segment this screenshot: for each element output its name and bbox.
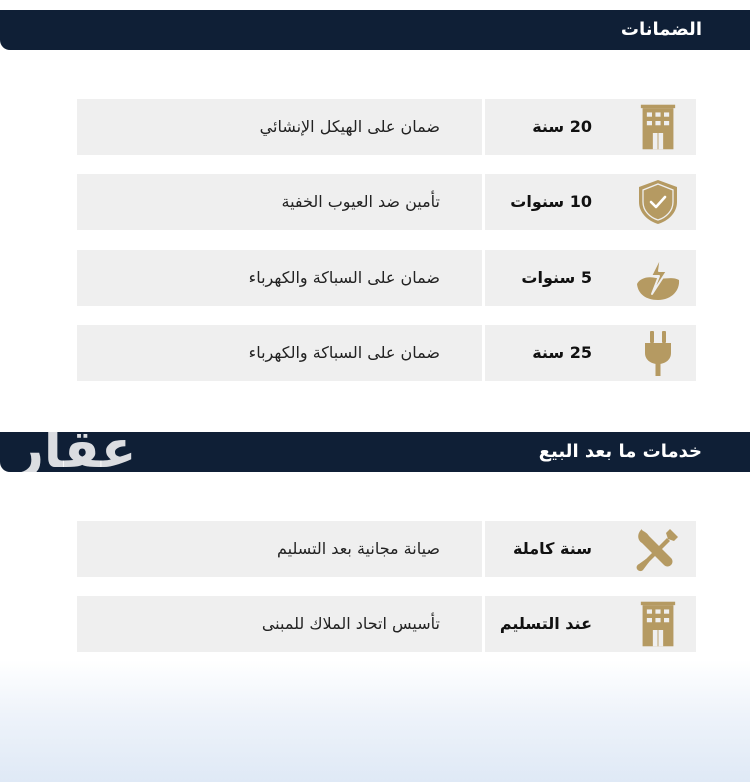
- plug-icon: [634, 329, 682, 377]
- row-description: ضمان على السباكة والكهرباء: [248, 268, 440, 287]
- row-description: تأمين ضد العيوب الخفية: [281, 192, 440, 211]
- row-period: 25 سنة: [532, 343, 592, 362]
- electric-bolt-icon: [634, 254, 682, 302]
- row-period: 5 سنوات: [521, 268, 592, 287]
- shield-check-icon: [634, 178, 682, 226]
- row-period: عند التسليم: [499, 614, 592, 633]
- building-icon: [634, 103, 682, 151]
- row-description-cell: [77, 596, 482, 652]
- list-item: [77, 325, 696, 381]
- watermark-logo: عقار: [14, 420, 137, 480]
- row-period-cell: [485, 596, 696, 652]
- row-description-cell: [77, 174, 482, 230]
- tools-icon: [634, 525, 682, 573]
- list-item: [77, 174, 696, 230]
- warranties-header: [0, 10, 750, 50]
- row-period: 20 سنة: [532, 117, 592, 136]
- row-description-cell: [77, 325, 482, 381]
- row-description-cell: [77, 99, 482, 155]
- row-description-cell: [77, 521, 482, 577]
- row-description-cell: [77, 250, 482, 306]
- row-description: ضمان على الهيكل الإنشائي: [259, 117, 440, 136]
- bottom-gradient: [0, 660, 750, 782]
- row-description: صيانة مجانية بعد التسليم: [277, 539, 440, 558]
- row-description: تأسيس اتحاد الملاك للمبنى: [261, 614, 440, 633]
- row-description: ضمان على السباكة والكهرباء: [248, 343, 440, 362]
- building-icon: [634, 600, 682, 648]
- row-period-cell: [485, 174, 696, 230]
- row-period-cell: [485, 521, 696, 577]
- warranties-title: الضمانات: [620, 19, 702, 40]
- row-period-cell: [485, 325, 696, 381]
- row-period-cell: [485, 250, 696, 306]
- row-period: 10 سنوات: [510, 192, 592, 211]
- row-period: سنة كاملة: [513, 539, 592, 558]
- row-period-cell: [485, 99, 696, 155]
- list-item: [77, 521, 696, 577]
- list-item: [77, 596, 696, 652]
- after-sales-title: خدمات ما بعد البيع: [538, 441, 702, 462]
- list-item: [77, 99, 696, 155]
- list-item: [77, 250, 696, 306]
